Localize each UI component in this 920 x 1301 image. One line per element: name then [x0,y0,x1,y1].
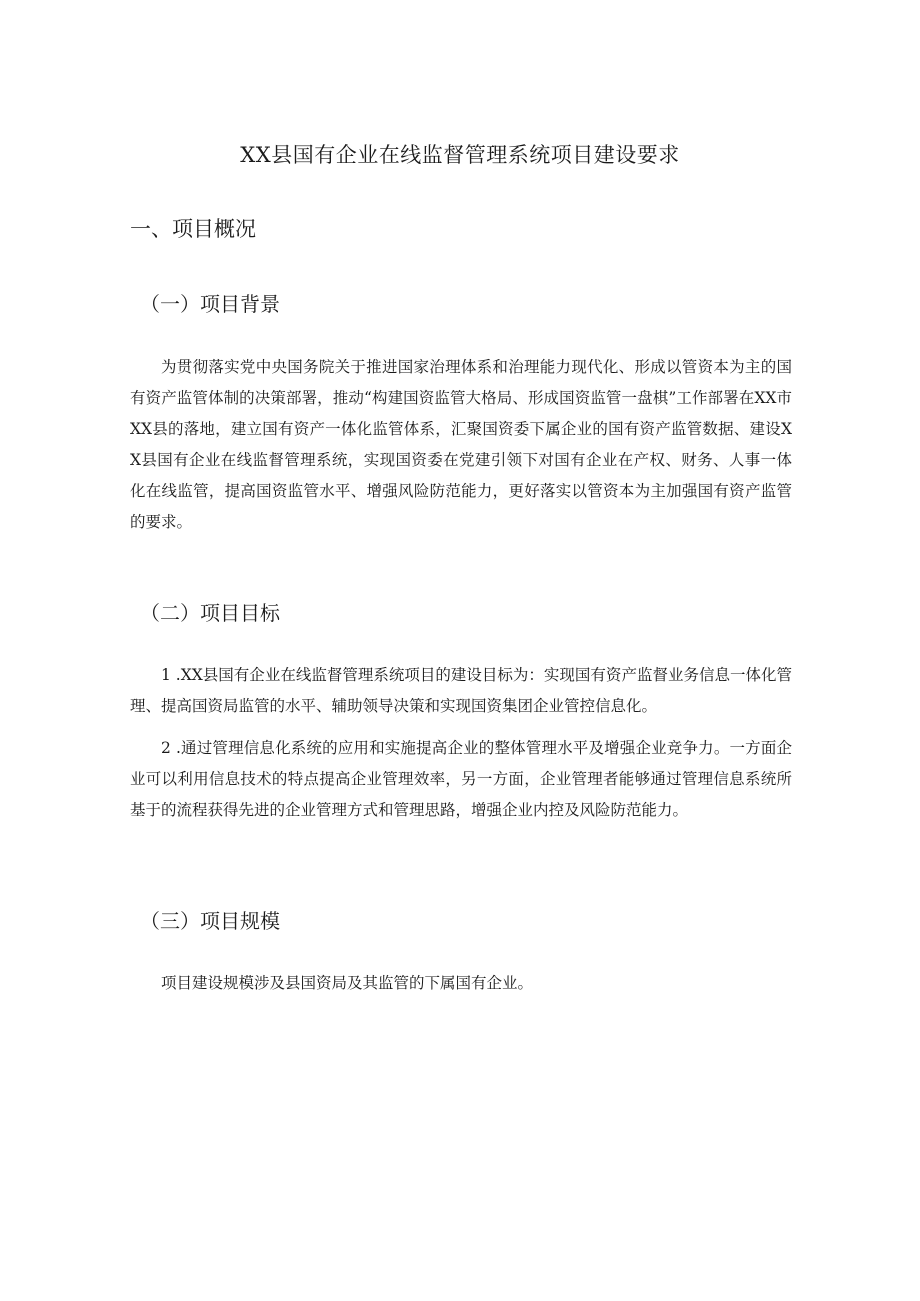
background-paragraph: 为贯彻落实党中央国务院关于推进国家治理体系和治理能力现代化、形成以管资本为主的国有资产监管体制的决策部署，推动“构建国资监管大格局、形成国资监管一盘棋”工作部署在XX市XX县的落地，建立国有资产一体化监管体系，汇聚国资委下属企业的国有资产监管数据、建设XX县国有企业在线监督管理系统，实现国资委在党建引领下对国有企业在产权、财务、人事一体化在线监管，提高国资监管水平、增强风险防范能力，更好落实以管资本为主加强国有资产监管的要求。 [130,358,792,531]
document-title: XX县国有企业在线监督管理系统项目建设要求 [240,143,680,167]
scale-paragraph: 项目建设规模涉及县国资局及其监管的下属国有企业。 [161,974,534,992]
goal-item-1: 1 .XX县国有企业在线监督管理系统项目的建设目标为：实现国有资产监督业务信息一体化管理、提高国资局监管的水平、辅助领导决策和实现国资集团企业管控信息化。 [130,666,792,715]
subsection-heading-background: （一）项目背景 [140,292,280,316]
subsection-heading-scale: （三）项目规模 [140,909,280,933]
section-heading-overview: 一、项目概况 [130,217,256,241]
goal-item-2: 2 .通过管理信息化系统的应用和实施提高企业的整体管理水平及增强企业竞争力。一方面企业可以利用信息技术的特点提高企业管理效率，另一方面，企业管理者能够通过管理信息系统所基于的流程获得先进的企业管理方式和管理思路，增强企业内控及风险防范能力。 [130,739,792,819]
subsection-heading-goals: （二）项目目标 [140,601,280,625]
